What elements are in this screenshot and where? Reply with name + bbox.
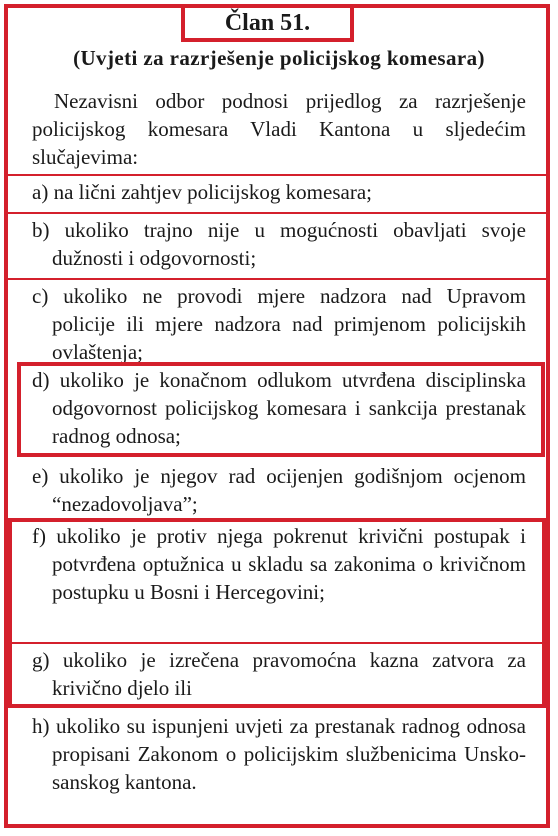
divider (8, 212, 546, 214)
intro-paragraph: Nezavisni odbor podnosi prijedlog za razrješenje policijskog komesara Vladi Kantona u sljedećim slučajevima: (32, 89, 526, 169)
divider (8, 642, 546, 644)
article-subtitle: (Uvjeti za razrješenje policijskog komesara) (73, 46, 485, 70)
list-item-f: f) ukoliko je protiv njega pokrenut krivični postupak i potvrđena optužnica u skladu sa zakonima o krivičnom postupku u Bosni i Hercegovini; (32, 524, 526, 604)
list-item-h: h) ukoliko su ispunjeni uvjeti za prestanak radnog odnosa propisani Zakonom o policijskim službenicima Unsko-sanskog kantona. (32, 714, 526, 794)
list-item-g: g) ukoliko je izrečena pravomoćna kazna zatvora za krivično djelo ili (32, 648, 526, 700)
list-item-a: a) na lični zahtjev policijskog komesara; (32, 180, 372, 204)
list-item-d: d) ukoliko je konačnom odlukom utvrđena disciplinska odgovornost policijskog komesara i sankcija prestanak radnog odnosa; (32, 368, 526, 448)
list-item-e: e) ukoliko je njegov rad ocijenjen godišnjom ocjenom “nezadovoljava”; (32, 464, 526, 516)
article-title: Član 51. (181, 4, 354, 42)
list-item-c: c) ukoliko ne provodi mjere nadzora nad Upravom policije ili mjere nadzora nad primjenom policijskih ovlaštenja; (32, 284, 526, 364)
list-item-b: b) ukoliko trajno nije u mogućnosti obavljati svoje dužnosti i odgovornosti; (32, 218, 526, 270)
divider (8, 278, 546, 280)
divider (8, 174, 546, 176)
